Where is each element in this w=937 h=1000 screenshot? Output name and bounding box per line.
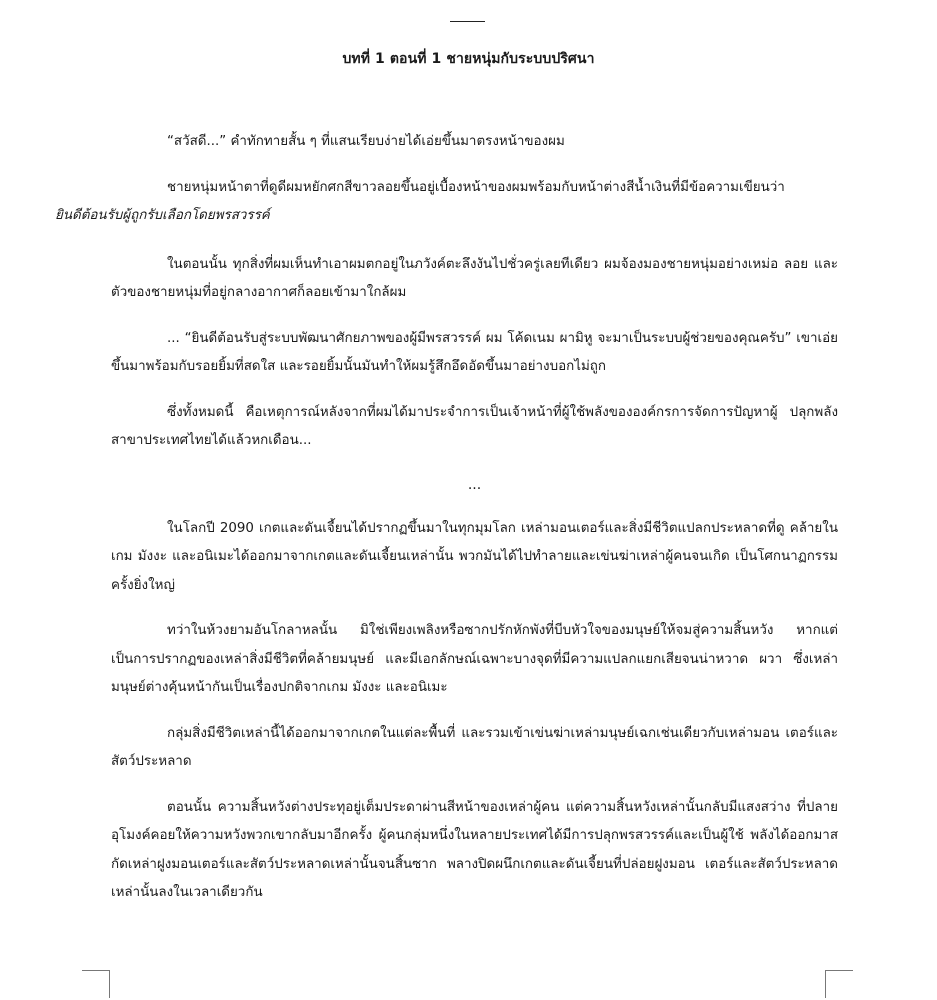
document-body <box>55 128 839 925</box>
paragraph <box>111 515 838 601</box>
paragraph-line: คล้ายในเกม มังงะ และอนิเมะได้ออกมาจากเกตและดันเจี้ยนเหล่านั้น พวกมันได้ไปทำลายและเข่นฆ่าเหล่าผู้คนจนเกิด <box>111 520 838 564</box>
paragraph-line: ชายหนุ่มหน้าตาที่ดูดีผมหยักศกสีขาวลอยขึ้นอยู่เบื้องหน้าของผมพร้อมกับหน้าต่างสีน้ำเงินที่มีข้อความเขียนว่า <box>167 179 785 195</box>
paragraph-line: ตอนนั้น ความสิ้นหวังต่างประทุอยู่เต็มประดาผ่านสีหน้าของเหล่าผู้คน แต่ความสิ้นหวังเหล่านั้นกลับมีแสงสว่าง <box>167 799 791 815</box>
page-margin-corner-left <box>82 970 110 998</box>
paragraph <box>111 128 838 157</box>
paragraph-line: ผวา ซึ่งเหล่ามนุษย์ต่างคุ้นหน้ากันเป็นเรื่องปกติจากเกม มังงะ และอนิเมะ <box>111 651 838 695</box>
paragraph-line: เตอร์และสัตว์ประหลาด <box>111 725 838 769</box>
paragraph <box>111 617 838 703</box>
chapter-title: บทที่ 1 ตอนที่ 1 ชายหนุ่มกับระบบปริศนา <box>342 51 595 67</box>
paragraph-line: เตอร์และสัตว์ประหลาดเหล่านั้นลงในเวลาเดียวกัน <box>111 856 838 900</box>
paragraph <box>55 174 838 231</box>
paragraph-line: ... “ยินดีต้อนรับสู่ระบบพัฒนาศักยภาพของผู้มีพรสวรรค์ ผม โค้ดเนม ผามิหู จะมาเป็นระบบผู้ช่วยของคุณครับ” <box>167 330 792 346</box>
paragraph-line: “สวัสดี...” คำทักทายสั้น ๆ ที่แสนเรียบง่ายได้เอ่ยขึ้นมาตรงหน้าของผม <box>167 134 565 149</box>
paragraph-line: กลุ่มสิ่งมีชีวิตเหล่านี้ได้ออกมาจากเกตในแต่ละพื้นที่ และรวมเข้าเข่นฆ่าเหล่ามนุษย์เฉกเช่นเดียวกับเหล่ามอน <box>167 725 780 741</box>
paragraph-line: ซึ่งทั้งหมดนี้ คือเหตุการณ์หลังจากที่ผมได้มาประจำการเป็นเจ้าหน้าที่ผู้ใช้พลังขององค์กรการจัดการปัญหาผู้ <box>167 404 778 420</box>
paragraph-line: ลอย และตัวของชายหนุ่มที่อยู่กลางอากาศก็ลอยเข้ามาใกล้ผม <box>111 256 838 300</box>
paragraph <box>111 251 838 308</box>
paragraph-line: พลังได้ออกมาสกัดเหล่าฝูงมอนเตอร์และสัตว์ประหลาดเหล่านั้นจนสิ้นซาก พลางปิดผนึกเกตและดันเจี้ยนที่ปล่อยฝูงมอน <box>111 828 838 872</box>
paragraph-line: ปลุกพลังสาขาประเทศไทยได้แล้วหกเดือน... <box>111 404 838 448</box>
page-margin-corner-right <box>825 970 853 998</box>
paragraph-line: ในตอนนั้น ทุกสิ่งที่ผมเห็นทำเอาผมตกอยู่ในภวังค์ตะลึงงันไปชั่วครู่เลยทีเดียว ผมจ้องมองชายหนุ่มอย่างเหม่อ <box>167 256 779 272</box>
paragraph-line: ที่ปลายอุโมงค์คอยให้ความหวังพวกเขากลับมาอีกครั้ง ผู้คนกลุ่มหนึ่งในหลายประเทศได้มีการปลุกพรสวรรค์และเป็นผู้ใช้ <box>111 799 838 843</box>
paragraph <box>111 720 838 777</box>
paragraph-line: ในโลกปี 2090 เกตและดันเจี้ยนได้ปรากฏขึ้นมาในทุกมุมโลก เหล่ามอนเตอร์และสิ่งมีชีวิตแปลกประหลาดที่ดู <box>167 520 785 536</box>
paragraph-line: ทว่าในห้วงยามอันโกลาหลนั้น มิใช่เพียงเพลิงหรือซากปรักหักพังที่บีบหัวใจของมนุษย์ให้จมสู่ความสิ้นหวัง <box>167 623 774 638</box>
paragraph-line: เป็นโศกนาฏกรรมครั้งยิ่งใหญ่ <box>111 549 839 593</box>
section-separator: ... <box>467 476 482 493</box>
paragraph <box>111 325 838 382</box>
paragraph <box>111 399 838 456</box>
paragraph <box>111 794 838 908</box>
header-rule <box>450 21 485 22</box>
paragraph-line: เขาเอ่ยขึ้นมาพร้อมกับรอยยิ้มที่สดใส และรอยยิ้มนั้นมันทำให้ผมรู้สึกอึดอัดขึ้นมาอย่างบอกไม่ถูก <box>111 330 838 374</box>
paragraph-line: หากแต่เป็นการปรากฏของเหล่าสิ่งมีชีวิตที่คล้ายมนุษย์ และมีเอกลักษณ์เฉพาะบางจุดที่มีความแปลกแยกเสียจนน่าหวาด <box>111 623 838 667</box>
italic-quote: ยินดีต้อนรับผู้ถูกรับเลือกโดยพรสวรรค์ <box>55 208 270 223</box>
